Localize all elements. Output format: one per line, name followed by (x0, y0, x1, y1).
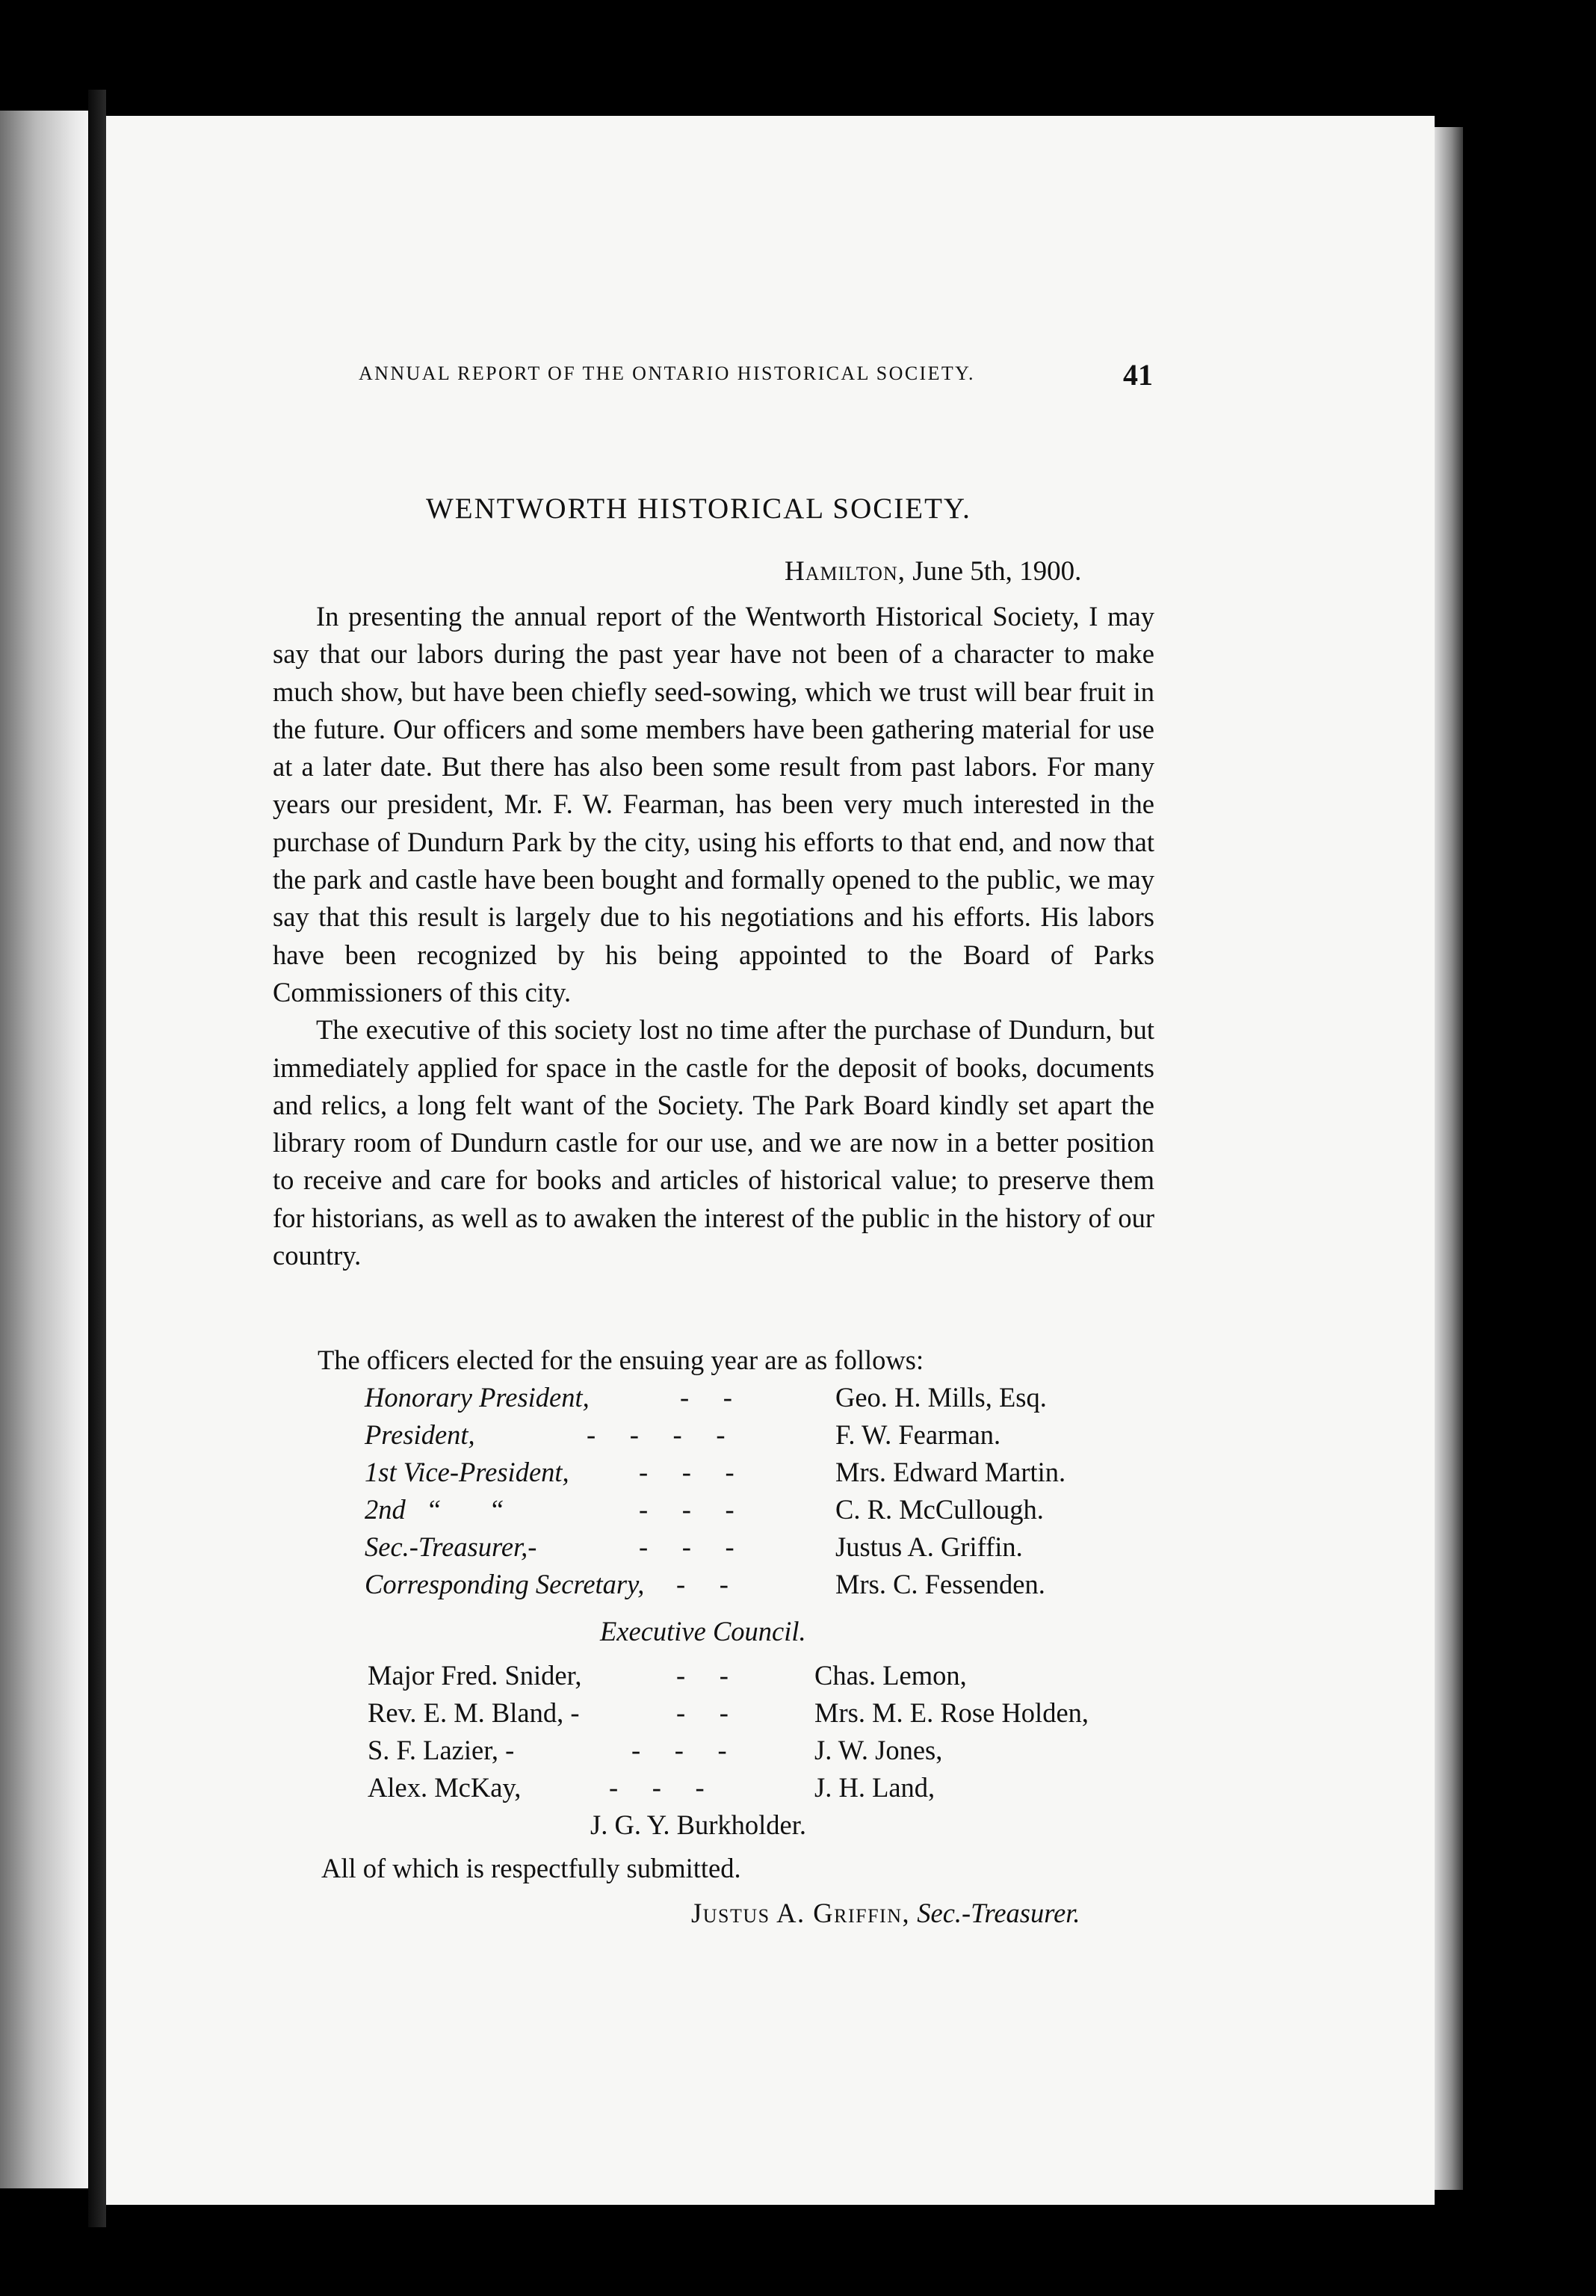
office-title: 2nd “ “ (365, 1494, 504, 1525)
office-holder: Mrs. Edward Martin. (835, 1457, 1066, 1487)
page-number: 41 (1123, 358, 1153, 392)
office-holder: F. W. Fearman. (835, 1419, 1001, 1450)
office-holder: C. R. McCullough. (835, 1494, 1044, 1525)
leader-dashes: - - (680, 1382, 732, 1413)
council-member-last: J. G. Y. Burkholder. (590, 1809, 806, 1840)
leader-dashes: - - - - (587, 1419, 726, 1450)
book-gutter (88, 90, 106, 2227)
leader-dashes: - - - (631, 1735, 727, 1765)
page-stack-edge (1435, 127, 1463, 2190)
office-title: Sec.-Treasurer,- (365, 1531, 537, 1562)
leader-dashes: - - (676, 1697, 729, 1728)
report-body (273, 598, 1154, 1274)
leader-dashes: - - - (639, 1457, 734, 1487)
running-head: ANNUAL REPORT OF THE ONTARIO HISTORICAL SOCIETY. (359, 362, 975, 384)
dateline-place: Hamilton, (785, 556, 906, 587)
facing-page-edge (0, 111, 88, 2188)
office-holder: Geo. H. Mills, Esq. (835, 1382, 1047, 1413)
executive-council-heading: Executive Council. (600, 1616, 806, 1647)
leader-dashes: - - (676, 1569, 729, 1599)
dateline-date: June 5th, 1900. (905, 556, 1082, 587)
paragraph-1: In presenting the annual report of the Wentworth Historical Society, I may say that our labors during the past year have not been of a character to make much show, but have been chiefly seed-sowing, which we trust will bear fruit in the future. Our officers and some members have been gathering material for use at a later date. But there has also been some result from past labors. For many years our president, Mr. F. W. Fearman, has been very much interested in the purchase of Dundurn Park by the city, using his efforts to that end, and now that the park and castle have been bought and formally opened to the public, we may say that this result is largely due to his negotiations and his efforts. His labors have been recognized by his being appointed to the Board of Parks Commissioners of this city. (273, 601, 1154, 1007)
office-title: Corresponding Secretary, (365, 1569, 645, 1599)
council-member: J. H. Land, (814, 1772, 935, 1803)
council-member: Mrs. M. E. Rose Holden, (814, 1697, 1089, 1728)
leader-dashes: - - - (639, 1494, 734, 1525)
office-holder: Justus A. Griffin. (835, 1531, 1023, 1562)
closing-line: All of which is respectfully submitted. (321, 1853, 741, 1883)
signatory-name: Justus A. Griffin, (691, 1898, 911, 1928)
council-member: S. F. Lazier, - (368, 1735, 515, 1765)
article-title: WENTWORTH HISTORICAL SOCIETY. (426, 493, 971, 525)
leader-dashes: - - - (639, 1531, 734, 1562)
dateline (785, 555, 1081, 587)
office-title: Honorary President, (365, 1382, 590, 1413)
council-member: J. W. Jones, (814, 1735, 943, 1765)
leader-dashes: - - (676, 1660, 729, 1691)
council-member: Chas. Lemon, (814, 1660, 967, 1691)
office-title: 1st Vice-President, (365, 1457, 569, 1487)
signature (691, 1897, 1080, 1929)
officers-intro: The officers elected for the ensuing year are as follows: (318, 1345, 924, 1375)
leader-dashes: - - - (609, 1772, 705, 1803)
council-member: Major Fred. Snider, (368, 1660, 582, 1691)
office-title: President, (365, 1419, 475, 1450)
council-member: Rev. E. M. Bland, - (368, 1697, 580, 1728)
office-holder: Mrs. C. Fessenden. (835, 1569, 1045, 1599)
signatory-title: Sec.-Treasurer. (910, 1898, 1080, 1928)
council-member: Alex. McKay, (368, 1772, 522, 1803)
paragraph-2: The executive of this society lost no time after the purchase of Dundurn, but immediately applied for space in the castle for the deposit of books, documents and relics, a long felt want of the Society. The Park Board kindly set apart the library room of Dundurn castle for our use, and we are now in a better position to receive and care for books and articles of historical value; to preserve them for historians, as well as to awaken the interest of the public in the history of our country. (273, 1014, 1154, 1271)
